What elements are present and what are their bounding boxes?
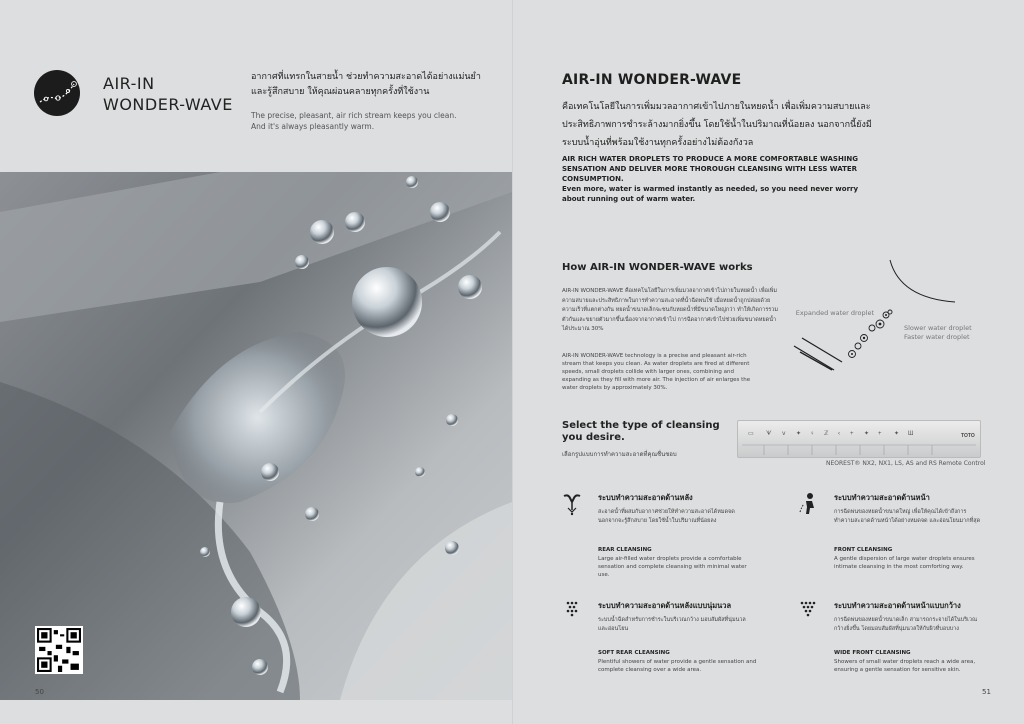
soft-rear-cleansing-icon (562, 600, 582, 624)
how-it-works-english: AIR-IN WONDER-WAVE technology is a precise and pleasant air-rich stream that keeps you clean. As water droplets are fired at different speeds, small droplets collide with larger ones, combining and expanding as they fill with more air. The injection of air enlarges the water droplets by approximately 30%. (562, 353, 751, 391)
front-cleansing-icon (798, 492, 818, 516)
mode-front-eng-title: FRONT CLEANSING (834, 547, 893, 553)
svg-text:✦: ✦ (894, 431, 900, 437)
feature-continuation-body: Even more, water is warmed instantly as needed, so you need never worry about running out of warm water. (562, 185, 859, 203)
label-slower-droplet: Slower water droplet (904, 324, 972, 332)
svg-text:✦: ✦ (796, 431, 802, 437)
mode-wide-front-eng-title: WIDE FRONT CLEANSING (834, 650, 911, 656)
svg-text:+: + (878, 431, 882, 437)
mode-soft-rear-thai-title: ระบบทำความสะอาดด้านหลังแบบนุ่มนวล (598, 601, 732, 610)
feature-thai-body: คือเทคโนโลยีในการเพิ่มมวลอากาศเข้าไปภายในหยดน้ำ เพื่อเพิ่มความสบายและประสิทธิภาพการชำระล้างมากยิ่งขึ้น โดยใช้น้ำในปริมาณที่น้อยลง นอกจากนี้ยังมีระบบน้ำอุ่นที่พร้อมใช้งานทุกครั้งอย่างไม่ต้องกังวล (562, 102, 872, 148)
mode-rear-eng-title: REAR CLEANSING (598, 547, 652, 553)
svg-text:ⅴ: ⅴ (782, 431, 786, 437)
mode-rear-cleansing (562, 492, 762, 582)
page-number-right: 51 (982, 688, 991, 696)
mode-wide-front-eng-body: Showers of small water droplets reach a wide area, ensuring a gentle sensation for sensitive skin. (834, 659, 976, 673)
mode-rear-thai-body: สะอาดน้ำที่ผสมกับอากาศช่วยให้ทำความสะอาดได้หมดจด นอกจากจะรู้สึกสบาย โดยใช้น้ำในปริมาณที่น้อยลง (598, 509, 735, 524)
mode-wide-front-thai-title: ระบบทำความสะอาดด้านหน้าแบบกว้าง (834, 601, 961, 610)
wide-front-cleansing-icon (798, 600, 818, 624)
mode-front-eng-body: A gentle dispersion of large water droplets ensures intimate cleansing in the most comforting way. (834, 556, 975, 570)
feature-title: AIR-IN WONDER-WAVE (562, 72, 742, 88)
svg-text:ℤ: ℤ (824, 431, 829, 437)
label-expanded-droplet: Expanded water droplet (795, 309, 874, 317)
mode-soft-rear-eng-title: SOFT REAR CLEANSING (598, 650, 670, 656)
mode-front-thai-body: การฉีดพ่นของหยดน้ำขนาดใหญ่ เพื่อให้คุณได้เข้าถึงการทำความสะอาดด้านหน้าได้อย่างหมดจด และอ่อนโยนมากที่สุด (834, 509, 981, 524)
section-title (103, 73, 233, 115)
mode-wide-front-cleansing (798, 600, 998, 690)
mode-front-cleansing (798, 492, 998, 582)
page-number-left: 50 (35, 688, 44, 696)
water-droplets-logo-icon (34, 70, 80, 116)
remote-brand-logo: TOTO (961, 433, 975, 439)
svg-text:Ш: Ш (908, 431, 914, 437)
english-intro-line2: And it's always pleasantly warm. (251, 122, 375, 131)
mode-soft-rear-thai-body: ระบบน้ำฉีดสำหรับการชำระในบริเวณกว้าง มอบสัมผัสที่นุ่มนวลและอ่อนโยน (598, 617, 746, 632)
select-title-line1: Select the type of cleansing (562, 420, 720, 431)
droplet-diagram (780, 258, 980, 398)
water-splash-photo (0, 172, 512, 700)
mode-rear-thai-title: ระบบทำความสะอาดด้านหลัง (598, 493, 693, 502)
mode-wide-front-thai-body: การฉีดพ่นของหยดน้ำขนาดเล็ก สามารถกระจายได้ในบริเวณกว้างยิ่งขึ้น โดยมอบสัมผัสที่นุ่มนวลให้กับผิวที่บอบบาง (834, 617, 978, 632)
how-it-works-title: How AIR-IN WONDER-WAVE works (562, 262, 753, 273)
select-cleansing-thai: เลือกรูปแบบการทำความสะอาดที่คุณชื่นชอบ (562, 451, 677, 458)
svg-text:♀: ♀ (810, 431, 815, 437)
remote-buttons (738, 421, 980, 457)
svg-text:▭: ▭ (748, 431, 754, 437)
svg-text:+: + (850, 431, 854, 437)
remote-control-image (737, 420, 981, 458)
mode-rear-eng-body: Large air-filled water droplets provide a comfortable sensation and complete cleansing with minimal water use. (598, 556, 747, 578)
mode-front-thai-title: ระบบทำความสะอาดด้านหน้า (834, 493, 930, 502)
rear-cleansing-icon (562, 492, 582, 516)
svg-text:‹: ‹ (838, 431, 840, 437)
english-intro-text (251, 110, 491, 132)
feature-caps-body: AIR RICH WATER DROPLETS TO PRODUCE A MORE COMFORTABLE WASHING SENSATION AND DELIVER MORE THOROUGH CLEANSING WITH LESS WATER CONSUMPTION. (562, 155, 859, 183)
label-faster-droplet: Faster water droplet (904, 333, 970, 341)
how-it-works-thai: AIR-IN WONDER-WAVE คือเทคโนโลยีในการเพิ่มมวลอากาศเข้าไปภายในหยดน้ำ เพื่อเพิ่มความสบายและประสิทธิภาพในการทำความสะอาดที่น้ำฉีดพ่นใช้ เมื่อหยดน้ำถูกปล่อยด้วยความเร็วที่แตกต่างกัน หยดน้ำขนาดเล็กจะชนกับหยดน้ำที่มีขนาดใหญ่กว่า ทำให้เกิดการรวมตัวกันและขยายตัวมากขึ้นเนื่องจากอากาศเข้าไป การฉีดอากาศเข้าไปช่วยเพิ่มขนาดหยดน้ำได้ประมาณ 30% (562, 288, 778, 332)
svg-text:✦: ✦ (864, 431, 870, 437)
mode-soft-rear-eng-body: Plentiful showers of water provide a gentle sensation and complete cleansing over a wide area. (598, 659, 757, 673)
section-title-line2: WONDER-WAVE (103, 95, 233, 114)
section-title-line1: AIR-IN (103, 74, 155, 93)
remote-caption: NEOREST® NX2, NX1, LS, AS and RS Remote Control (826, 460, 986, 467)
qr-code-icon[interactable] (35, 626, 83, 674)
thai-intro-text: อากาศที่แทรกในสายน้ำ ช่วยทำความสะอาดได้อย่างแม่นยำและรู้สึกสบาย ให้คุณผ่อนคลายทุกครั้งที่ใช้งาน (251, 72, 481, 97)
mode-soft-rear-cleansing (562, 600, 762, 690)
english-intro-line1: The precise, pleasant, air rich stream keeps you clean. (251, 111, 457, 120)
page-gutter (512, 0, 513, 724)
svg-text:ᗐ: ᗐ (766, 431, 772, 437)
select-cleansing-title (562, 420, 722, 444)
select-title-line2: you desire. (562, 432, 625, 443)
